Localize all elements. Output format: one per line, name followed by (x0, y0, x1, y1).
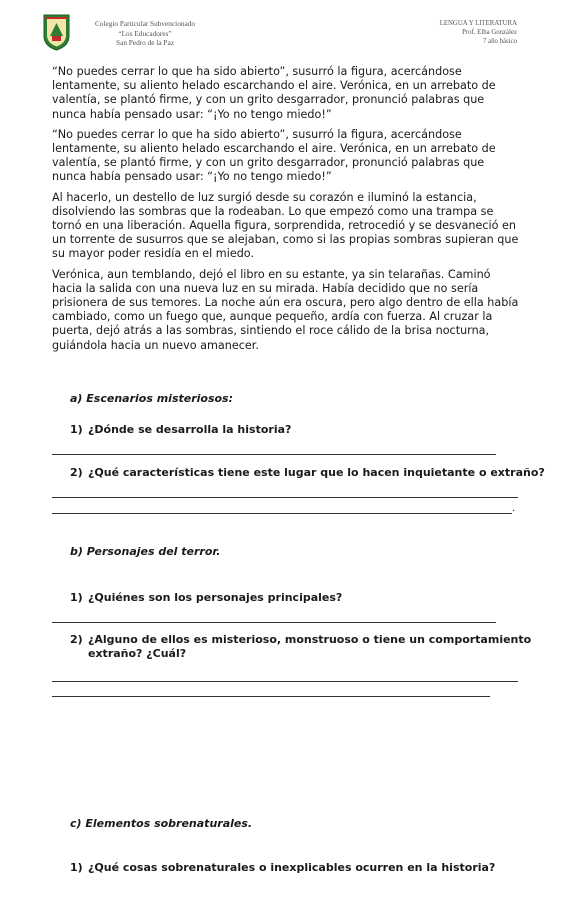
subject-block (377, 19, 517, 46)
teacher-line: Prof. Elba González (462, 29, 517, 36)
answer-line[interactable] (52, 497, 518, 498)
school-line-3: San Pedro de la Paz (116, 38, 174, 47)
question-a1: ¿Dónde se desarrolla la historia? (88, 423, 292, 436)
answer-line[interactable] (52, 513, 512, 514)
answer-line[interactable] (52, 696, 490, 697)
answer-line[interactable] (52, 454, 496, 455)
question-number: 2) (70, 633, 83, 646)
question-c1: ¿Qué cosas sobrenaturales o inexplicables ocurren en la historia? (88, 861, 496, 874)
question-b1: ¿Quiénes son los personajes principales? (88, 591, 343, 604)
school-crest-icon (43, 14, 70, 51)
question-b2-line-2: extraño? ¿Cuál? (88, 647, 187, 660)
question-a2: ¿Qué características tiene este lugar que lo hacen inquietante o extraño? (88, 466, 545, 479)
question-number: 1) (70, 423, 83, 436)
story-paragraph: “No puedes cerrar lo que ha sido abierto”, susurró la figura, acercándose lentamente, su aliento helado escarchando el aire. Verónica, en un arrebato de valentía, se plantó firme, y con un grito desgarrador, pronunció palabras que nunca había pensado usar: “¡Yo no tengo miedo!” (52, 127, 496, 184)
section-c-title: c) Elementos sobrenaturales. (70, 817, 253, 830)
question-number: 1) (70, 861, 83, 874)
subject-line-1: LENGUA Y LITERATURA (439, 20, 517, 27)
school-line-2: “Los Educadores” (118, 28, 172, 38)
answer-period: . (512, 503, 516, 514)
story-text (52, 65, 520, 359)
question-number: 2) (70, 466, 83, 479)
school-name-block (80, 19, 210, 48)
school-line-1: Colegio Particular Subvencionado (94, 19, 196, 28)
grade-line: 7 año básico (483, 38, 517, 45)
question-b2 (88, 633, 531, 661)
story-paragraph: “No puedes cerrar lo que ha sido abierto”, susurró la figura, acercándose lentamente, su aliento helado escarchando el aire. Verónica, en un arrebato de valentía, se plantó firme, y con un grito desgarrador, pronunció palabras que nunca había pensado usar: “¡Yo no tengo miedo!” (52, 65, 496, 121)
answer-line[interactable] (52, 622, 496, 623)
story-paragraph: Al hacerlo, un destello de luz surgió desde su corazón e iluminó la estancia, disolviendo las sombras que la rodeaban. Lo que empezó como una trampa se tornó en una liberación. Aquella figura, sorprendida, retrocedió y se desvaneció en un torrente de susurros que se alejaban, como si las propias sombras supieran que su mayor poder residía en el miedo. (52, 190, 519, 261)
page-header (0, 0, 571, 60)
story-paragraph: Verónica, aun temblando, dejó el libro en su estante, ya sin telarañas. Caminó hacia la salida con una nueva luz en su mirada. Había decidido que no sería prisionera de sus temores. La noche aún era oscura, pero algo dentro de ella había cambiado, como un fuego que, aunque pequeño, ardía con fuerza. Al cruzar la puerta, dejó atrás a las sombras, sintiendo el roce cálido de la brisa nocturna, guiándola hacia un nuevo amanecer. (52, 267, 519, 352)
question-b2-line-1: ¿Alguno de ellos es misterioso, monstruoso o tiene un comportamiento (88, 633, 532, 646)
section-b-title: b) Personajes del terror. (70, 545, 221, 558)
section-a-title: a) Escenarios misteriosos: (70, 392, 234, 405)
question-number: 1) (70, 591, 83, 604)
answer-line[interactable] (52, 681, 518, 682)
